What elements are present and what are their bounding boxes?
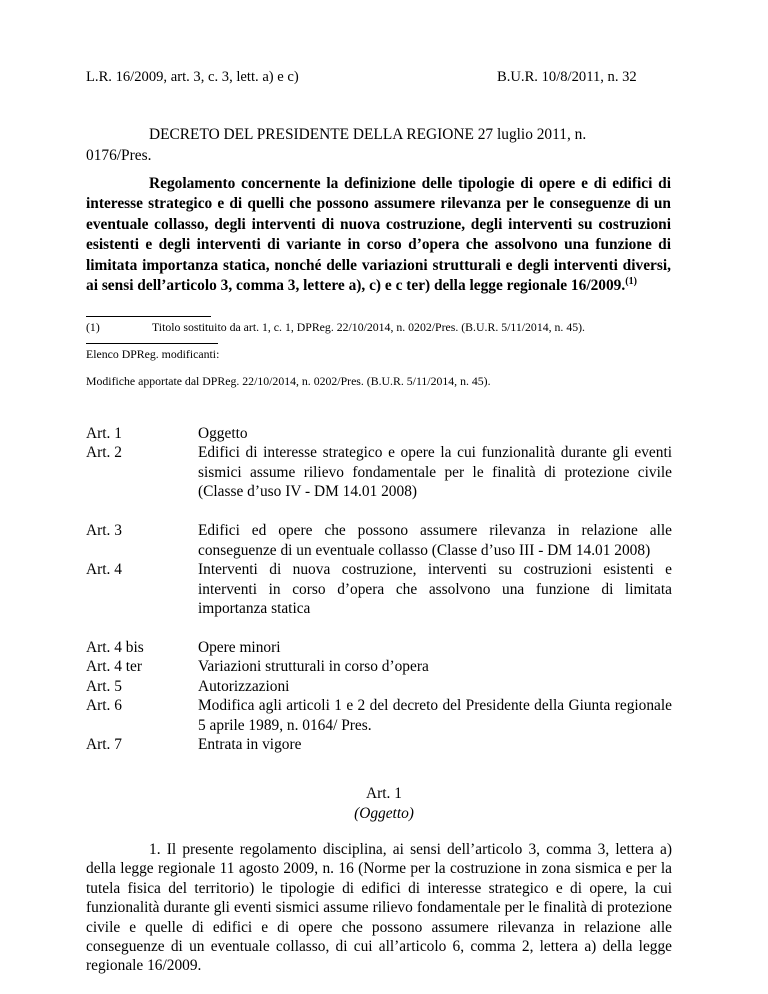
toc-text: Oggetto [198,425,248,442]
modifiers-item: Modifiche apportate dal DPReg. 22/10/2014, n. 0202/Pres. (B.U.R. 5/11/2014, n. 45). [86,374,491,388]
title-footnote-ref: (1) [625,275,637,287]
toc-row [86,424,672,444]
decree-line-2: 0176/Pres. [86,147,152,164]
header-law-reference: L.R. 16/2009, art. 3, c. 3, lett. a) e c) [86,69,299,85]
toc-row [86,521,672,561]
regulation-title-text: Regolamento concernente la definizione delle tipologie di opere e di edifici di interesse strategico e di quelli che possono assumere rilevanza per le conseguenze di un eventuale collasso, degli interventi di nuova costruzione, degli interventi su costruzioni esistenti e degli interventi di variante in corso d’opera che assolvono una funzione di limitata importanza statica, nonché delle variazioni strutturali e degli interventi diversi, ai sensi dell’articolo 3, comma 3, lettere a), c) e c ter) della legge regionale 16/2009. [86,175,671,295]
toc-text: Modifica agli articoli 1 e 2 del decreto del Presidente della Giunta regionale 5 aprile 1989, n. 0164/ Pres. [198,697,672,734]
article-number: Art. 1 [366,785,402,802]
decree-heading [86,124,671,166]
toc-row [86,443,672,523]
toc-label: Art. 4 [86,561,122,578]
toc-label: Art. 2 [86,444,122,461]
footnote-separator [86,316,211,317]
footnote-number: (1) [86,320,100,334]
toc-text: Opere minori [198,639,281,656]
toc-text: Variazioni strutturali in corso d’opera [198,658,429,675]
toc-row [86,735,672,755]
footnote-text: Titolo sostituito da art. 1, c. 1, DPReg. 22/10/2014, n. 0202/Pres. (B.U.R. 5/11/2014, n. 45). [152,320,585,334]
regulation-title [86,174,671,296]
toc-row [86,638,672,658]
toc-row [86,560,672,640]
toc-label: Art. 1 [86,425,122,442]
toc-text: Edifici ed opere che possono assumere rilevanza in relazione alle conseguenze di un eventuale collasso (Classe d’uso III - DM 14.01 2008) [198,522,672,559]
decree-line-1: DECRETO DEL PRESIDENTE DELLA REGIONE 27 luglio 2011, n. [149,126,587,143]
modifiers-separator [86,343,218,344]
toc-label: Art. 6 [86,697,122,714]
toc-label: Art. 3 [86,522,122,539]
toc-label: Art. 4 ter [86,658,142,675]
toc-text: Entrata in vigore [198,736,302,753]
toc-label: Art. 4 bis [86,639,144,656]
toc-row [86,677,672,697]
header-bur-reference: B.U.R. 10/8/2011, n. 32 [497,69,637,85]
toc-label: Art. 5 [86,678,122,695]
toc-text: Autorizzazioni [198,678,290,695]
article-heading: (Oggetto) [354,805,414,822]
modifiers-heading: Elenco DPReg. modificanti: [86,347,220,361]
toc-label: Art. 7 [86,736,122,753]
toc-row [86,657,672,677]
article-paragraph: 1. Il presente regolamento disciplina, ai sensi dell’articolo 3, comma 3, lettera a) della legge regionale 11 agosto 2009, n. 16 (Norme per la costruzione in zona sismica e per la tutela fisica del territorio) le tipologie di edifici di interesse strategico e di opere, la cui funzionalità durante gli eventi sismici assume rilievo fondamentale per le finalità di protezione civile e quelle di edifici e di opere che possono assumere rilevanza in relazione alle conseguenze di un eventuale collasso, di cui all’articolo 6, comma 2, lettera a) della legge regionale 16/2009. [86,841,672,975]
toc-text: Edifici di interesse strategico e opere la cui funzionalità durante gli eventi sismici assume rilievo fondamentale per le finalità di protezione civile (Classe d’uso IV - DM 14.01 2008) [198,444,672,500]
toc-row [86,696,672,736]
toc-text: Interventi di nuova costruzione, interventi su costruzioni esistenti e interventi in corso d’opera che assolvono una funzione di limitata importanza statica [198,561,672,617]
